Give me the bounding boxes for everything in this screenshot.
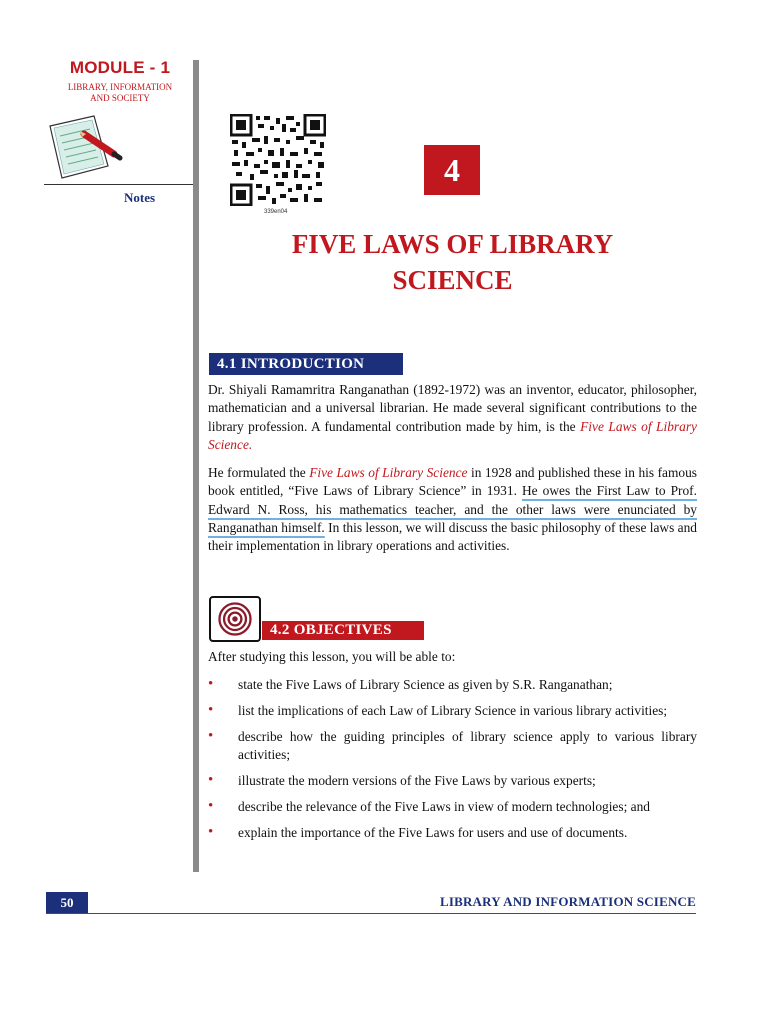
section-heading-objectives: 4.2 OBJECTIVES (262, 621, 424, 640)
intro-p2-underlined: He owes the First Law to Prof. Edward N. Ross, his mathematics teacher, and the other laws were enunciated by Ranganathan himself. (208, 483, 697, 535)
objectives-intro: After studying this lesson, you will be able to: (208, 649, 456, 664)
list-item: • illustrate the modern versions of the Five Laws by various experts; (208, 772, 697, 790)
intro-paragraph-2 (208, 464, 697, 555)
module-label: MODULE - 1 (69, 58, 171, 77)
list-item: • explain the importance of the Five Laws for users and use of documents. (208, 824, 697, 842)
intro-p1-text: Dr. Shiyali Ramamritra Ranganathan (1892-1972) was an inventor, educator, philosopher, mathematician and a universal librarian. He made several significant contributions to the library profession. A fundamental contribution made by him, is the (208, 382, 697, 434)
list-item: • state the Five Laws of Library Science as given by S.R. Ranganathan; (208, 676, 697, 694)
chapter-title (205, 226, 700, 298)
intro-paragraph-1 (208, 381, 697, 454)
module-subtitle (50, 82, 190, 104)
notes-label: Notes (124, 190, 156, 205)
chapter-title-line2: SCIENCE (392, 265, 513, 295)
module-subtitle-line2: AND SOCIETY (90, 93, 150, 103)
footer-title: LIBRARY AND INFORMATION SCIENCE (439, 894, 696, 909)
qr-code-icon (230, 114, 326, 206)
notes-pencil-icon (44, 112, 124, 184)
module-subtitle-line1: LIBRARY, INFORMATION (67, 82, 173, 92)
chapter-title-line1: FIVE LAWS OF LIBRARY (291, 229, 614, 259)
section-heading-introduction: 4.1 INTRODUCTION (209, 353, 403, 375)
notes-divider (44, 184, 194, 185)
list-item: • describe the relevance of the Five Laws in view of modern technologies; and (208, 798, 697, 816)
margin-vertical-bar (193, 60, 199, 872)
target-icon (209, 596, 261, 642)
chapter-number: 4 (424, 145, 480, 195)
qr-code-label: 339en04 (264, 209, 288, 215)
objectives-list (208, 676, 697, 850)
intro-p2-text-b: in 1928 and published these in his famous book entitled, “Five Laws of Library Science” in 1931. (208, 465, 698, 499)
intro-p1-highlight: Five Laws of Library Science. (208, 418, 697, 452)
footer-divider (46, 913, 696, 914)
intro-p2-highlight: Five Laws of Library Science (309, 465, 468, 480)
list-item: • describe how the guiding principles of library science apply to various library activities; (208, 728, 697, 763)
list-item: • list the implications of each Law of Library Science in various library activities; (208, 702, 697, 720)
page-number: 50 (46, 892, 88, 914)
intro-p2-text-c: In this lesson, we will discuss the basic philosophy of these laws and their implementation in library operations and activities. (208, 519, 698, 554)
intro-p2-text-a: He formulated the (208, 465, 310, 480)
